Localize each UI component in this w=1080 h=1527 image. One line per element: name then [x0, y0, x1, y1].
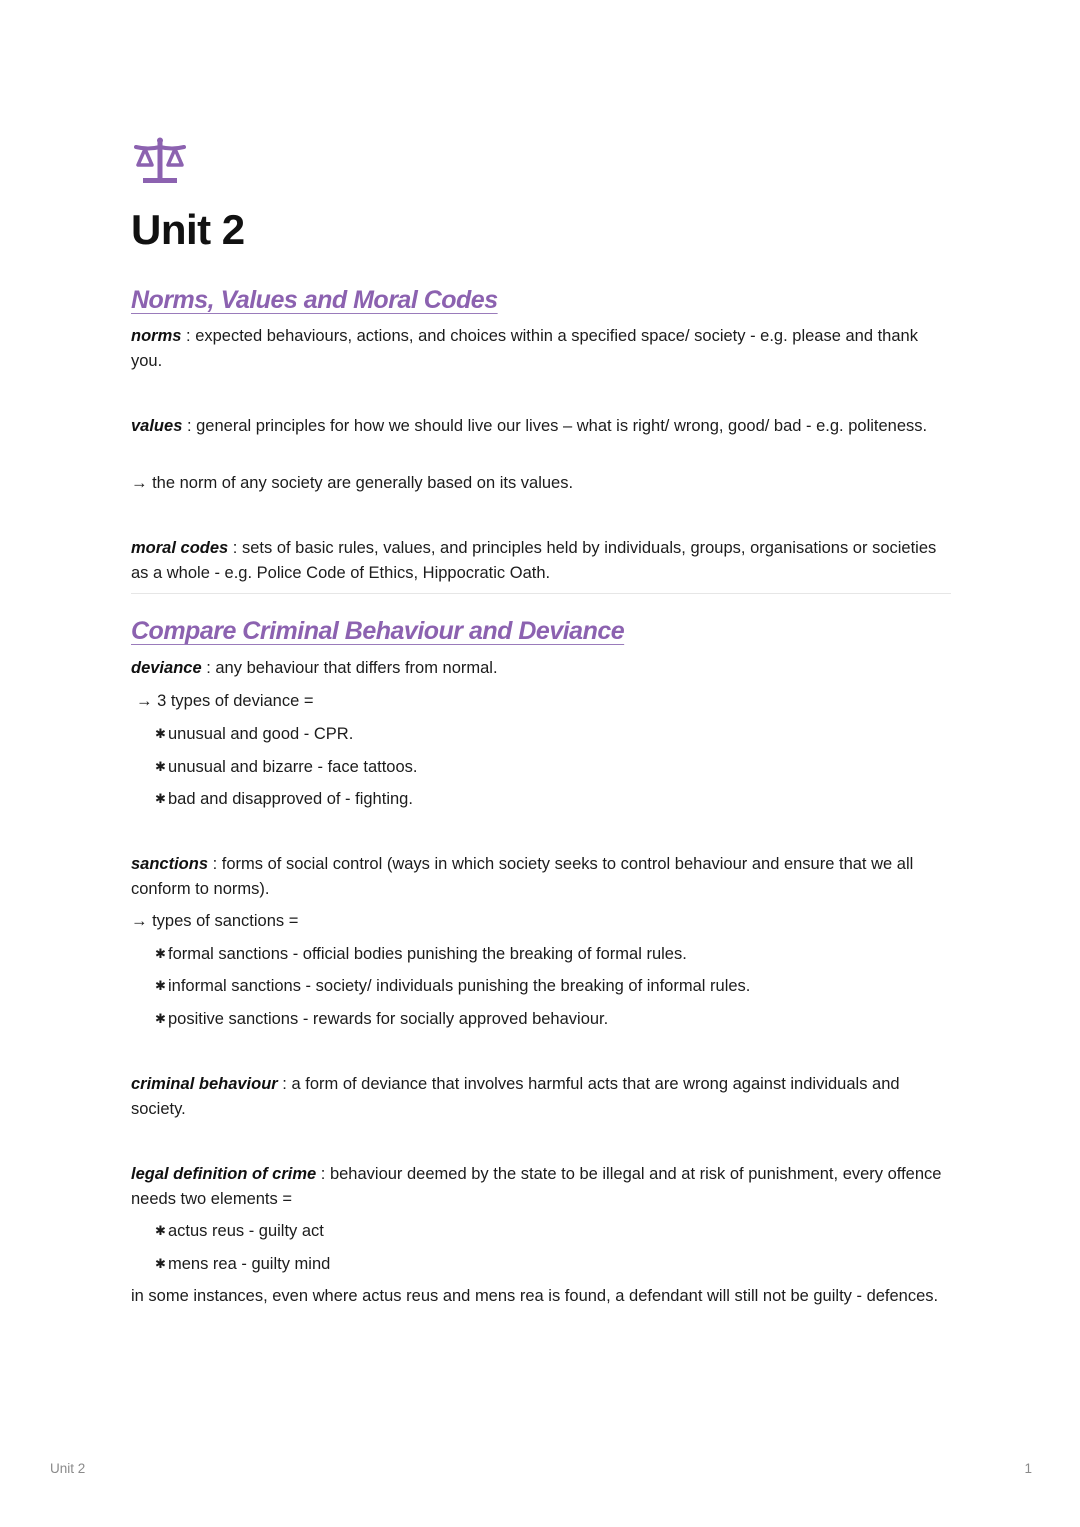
list-item: ✱ informal sanctions - society/ individuals punishing the breaking of informal rules.	[155, 974, 750, 1000]
definition-criminal-behaviour	[131, 1072, 951, 1121]
asterisk-bullet-icon: ✱	[155, 791, 166, 806]
scales-of-justice-icon	[134, 137, 186, 185]
section-heading-criminal-deviance[interactable]: Compare Criminal Behaviour and Deviance	[131, 617, 625, 645]
definition-moral-codes	[131, 536, 951, 585]
list-item: ✱ actus reus - guilty act	[155, 1219, 324, 1245]
footer-document-title: Unit 2	[50, 1461, 86, 1476]
section-divider	[131, 593, 951, 594]
list-item: ✱ positive sanctions - rewards for socially approved behaviour.	[155, 1007, 608, 1033]
asterisk-bullet-icon: ✱	[155, 946, 166, 961]
arrow-right-icon: →	[131, 912, 148, 930]
list-item: ✱ unusual and good - CPR.	[155, 722, 353, 748]
closing-paragraph: in some instances, even where actus reus and mens rea is found, a defendant will still not be guilty - defences.	[131, 1287, 939, 1305]
term-norms: norms	[131, 327, 182, 345]
list-item: ✱ mens rea - guilty mind	[155, 1252, 330, 1278]
page-title: Unit 2	[131, 206, 245, 253]
intro-text: types of sanctions =	[147, 912, 299, 930]
footer-page-number: 1	[1024, 1461, 1032, 1476]
term-sanctions: sanctions	[131, 855, 209, 873]
asterisk-bullet-icon: ✱	[155, 1223, 166, 1238]
term-moral-codes: moral codes	[131, 539, 229, 557]
definition-deviance	[131, 656, 951, 681]
asterisk-bullet-icon: ✱	[155, 759, 166, 774]
definition-values	[131, 414, 951, 439]
arrow-right-icon: →	[131, 474, 148, 492]
note-text: the norm of any society are generally based on its values.	[147, 474, 574, 492]
list-item: ✱ unusual and bizarre - face tattoos.	[155, 755, 417, 781]
definition-text: : sets of basic rules, values, and principles held by individuals, groups, organisations or societies as a whole - e.g. Police Code of Ethics, Hippocratic Oath.	[131, 539, 937, 582]
term-criminal-behaviour: criminal behaviour	[131, 1075, 278, 1093]
term-legal-definition-of-crime: legal definition of crime	[131, 1165, 317, 1183]
definition-sanctions	[131, 852, 951, 901]
deviance-types-intro	[136, 689, 313, 714]
list-item: ✱ formal sanctions - official bodies punishing the breaking of formal rules.	[155, 942, 687, 968]
asterisk-bullet-icon: ✱	[155, 726, 166, 741]
arrow-right-icon: →	[136, 692, 153, 710]
term-values: values	[131, 417, 183, 435]
definition-text: : a form of deviance that involves harmful acts that are wrong against individuals and society.	[131, 1075, 900, 1118]
asterisk-bullet-icon: ✱	[155, 1011, 166, 1026]
asterisk-bullet-icon: ✱	[155, 1256, 166, 1271]
definition-text: : forms of social control (ways in which society seeks to control behaviour and ensure that we all conform to norms).	[131, 855, 914, 898]
sanctions-types-intro	[131, 909, 298, 934]
list-item: ✱ bad and disapproved of - fighting.	[155, 787, 413, 813]
values-note	[131, 471, 573, 496]
definition-legal-crime	[131, 1162, 951, 1211]
term-deviance: deviance	[131, 659, 202, 677]
intro-text: 3 types of deviance =	[152, 692, 314, 710]
definition-norms	[131, 324, 951, 373]
definition-text: : behaviour deemed by the state to be illegal and at risk of punishment, every offence needs two elements =	[131, 1165, 942, 1208]
definition-text: : any behaviour that differs from normal.	[201, 659, 498, 677]
section-heading-norms-values[interactable]: Norms, Values and Moral Codes	[131, 286, 498, 314]
definition-text: : general principles for how we should live our lives – what is right/ wrong, good/ bad - e.g. politeness.	[182, 417, 928, 435]
definition-text: : expected behaviours, actions, and choices within a specified space/ society - e.g. please and thank you.	[131, 327, 918, 370]
asterisk-bullet-icon: ✱	[155, 978, 166, 993]
